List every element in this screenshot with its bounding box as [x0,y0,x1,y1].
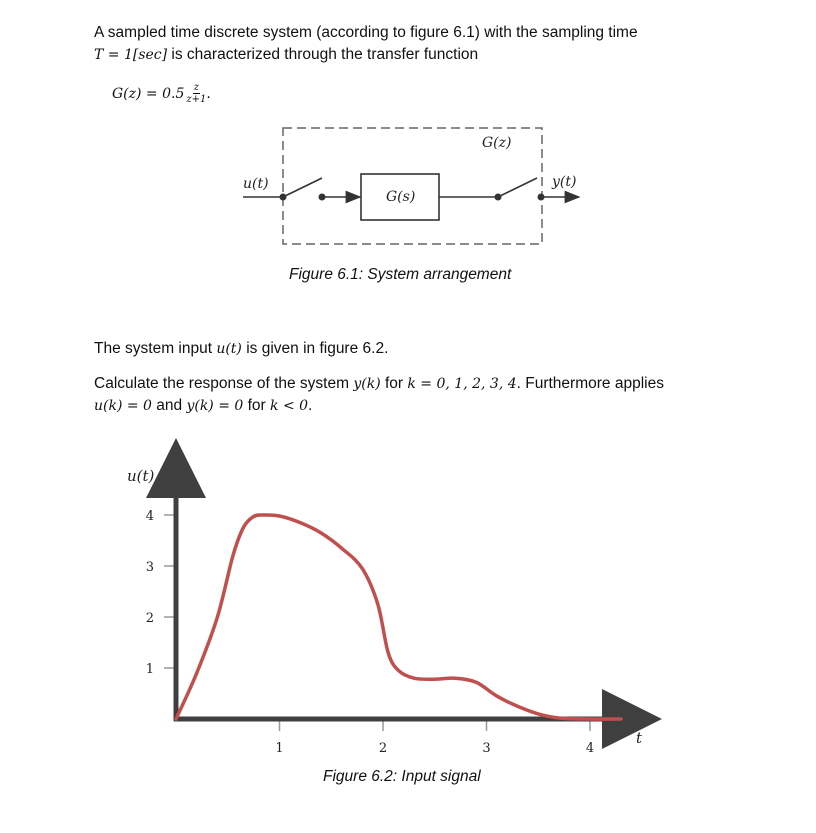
y-tick-label: 2 [145,611,154,626]
y-tick-label: 1 [145,662,154,677]
para3-t2: for [380,375,408,392]
series-line-u-t [176,515,621,719]
x-tick-label: 1 [275,741,284,756]
para2-text-after: is given in figure 6.2. [241,340,389,357]
y-axis-label: u(t) [127,467,155,485]
para3-t3: . Furthermore applies [516,375,664,392]
para3-and: and [151,397,187,414]
para3-u-k0: u(k) = 0 [94,398,152,414]
x-tick-label: 3 [482,741,491,756]
intro-line1: A sampled time discrete system (according to figure 6.1) with the sampling time [94,24,638,41]
intro-line2: is characterized through the transfer function [167,46,479,63]
sampling-time: T = 1[sec] [94,47,168,63]
x-tick-label: 2 [378,741,388,756]
input-label: u(t) [243,176,269,192]
formula-numerator: z [193,82,200,93]
para3-y-k0: y(k) = 0 [186,398,244,414]
y-tick-label: 4 [145,509,154,524]
para3-t1: Calculate the response of the system [94,375,354,392]
y-tick-label: 3 [145,560,154,575]
para3-end: . [308,397,313,414]
figure-6-1-caption: Figure 6.1: System arrangement [289,266,512,283]
para3-k-eq: k = 0, 1, 2, 3, 4 [407,376,517,392]
output-label: y(t) [552,174,577,190]
outer-box-label: G(z) [482,135,512,151]
para3-t4: for [243,397,271,414]
para2-text-before: The system input [94,340,217,357]
para3-k-lt: k < 0 [270,398,309,414]
x-axis-label: t [636,729,643,747]
formula-end: . [206,85,211,102]
para3-y-k: y(k) [353,376,381,392]
x-tick-label: 4 [585,741,595,756]
formula-denominator: z+1 [186,94,207,105]
gs-label: G(s) [386,189,416,205]
formula-lhs: G(z) = 0.5 [112,85,185,102]
para2-u-t: u(t) [216,341,242,357]
figure-6-2-caption: Figure 6.2: Input signal [323,768,481,785]
